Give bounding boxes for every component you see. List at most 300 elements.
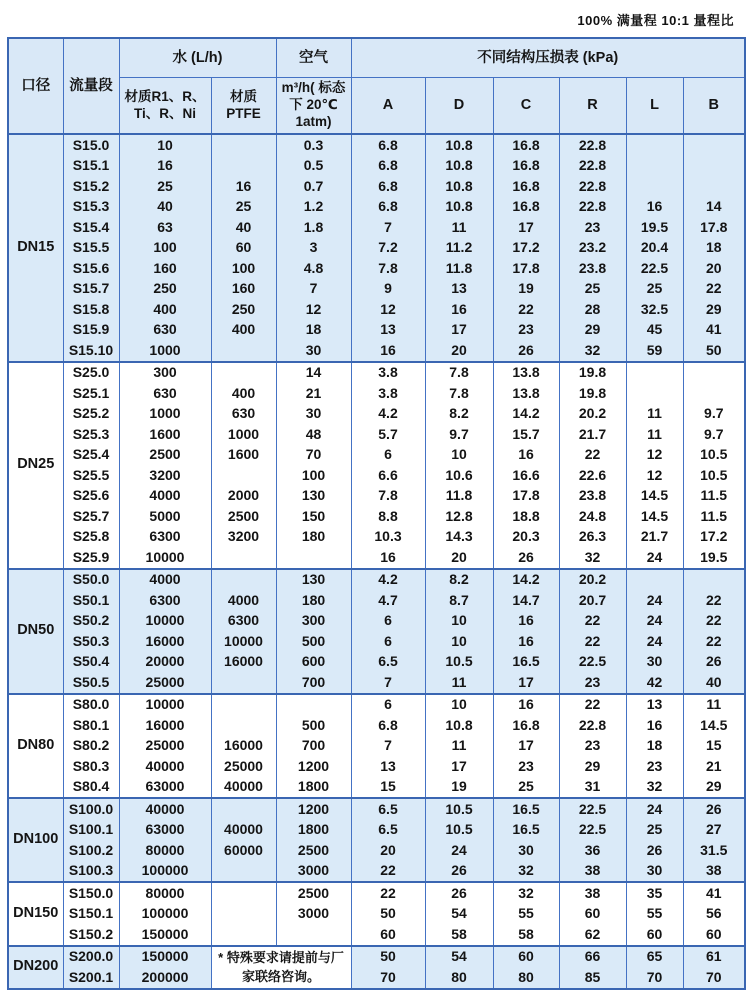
pressure-l-cell: 24 — [626, 590, 683, 611]
flow-cell: S50.4 — [63, 652, 119, 673]
pressure-l-cell: 23 — [626, 756, 683, 777]
pressure-r-cell: 85 — [559, 967, 626, 989]
water-r1-cell: 80000 — [119, 882, 211, 904]
header-flow-segment: 流量段 — [63, 38, 119, 134]
pressure-l-cell: 35 — [626, 882, 683, 904]
flow-cell: S100.2 — [63, 840, 119, 861]
pressure-r-cell: 22 — [559, 611, 626, 632]
flow-cell: S25.4 — [63, 445, 119, 466]
flow-cell: S200.1 — [63, 967, 119, 989]
header-pressure-r: R — [559, 78, 626, 135]
water-ptfe-cell — [211, 547, 276, 569]
pressure-c-cell: 17 — [493, 736, 559, 757]
flow-cell: S80.2 — [63, 736, 119, 757]
pressure-a-cell: 5.7 — [351, 424, 425, 445]
air-cell: 12 — [276, 299, 351, 320]
pressure-r-cell: 22.6 — [559, 465, 626, 486]
pressure-l-cell: 24 — [626, 798, 683, 820]
pressure-l-cell: 32.5 — [626, 299, 683, 320]
pressure-d-cell: 11 — [425, 672, 493, 694]
dn-cell: DN15 — [8, 134, 63, 362]
pressure-b-cell: 29 — [683, 777, 745, 799]
pressure-b-cell: 26 — [683, 798, 745, 820]
pressure-a-cell: 6.8 — [351, 156, 425, 177]
flow-cell: S50.3 — [63, 631, 119, 652]
pressure-r-cell: 23.2 — [559, 238, 626, 259]
air-cell: 700 — [276, 672, 351, 694]
water-ptfe-cell — [211, 694, 276, 716]
pressure-b-cell: 17.2 — [683, 527, 745, 548]
pressure-l-cell — [626, 383, 683, 404]
pressure-d-cell: 11 — [425, 217, 493, 238]
pressure-b-cell: 70 — [683, 967, 745, 989]
table-row — [8, 904, 745, 925]
table-row — [8, 383, 745, 404]
header-pressure-a: A — [351, 78, 425, 135]
water-r1-cell: 63 — [119, 217, 211, 238]
pressure-b-cell: 41 — [683, 882, 745, 904]
pressure-c-cell: 16.5 — [493, 798, 559, 820]
water-ptfe-cell: 40000 — [211, 820, 276, 841]
pressure-a-cell: 3.8 — [351, 383, 425, 404]
pressure-c-cell: 30 — [493, 840, 559, 861]
pressure-a-cell: 22 — [351, 882, 425, 904]
pressure-d-cell: 11 — [425, 736, 493, 757]
water-ptfe-cell — [211, 465, 276, 486]
water-ptfe-cell — [211, 134, 276, 156]
air-cell: 180 — [276, 590, 351, 611]
pressure-l-cell: 14.5 — [626, 506, 683, 527]
pressure-r-cell: 21.7 — [559, 424, 626, 445]
pressure-d-cell: 8.2 — [425, 569, 493, 591]
water-ptfe-cell: 4000 — [211, 590, 276, 611]
water-r1-cell: 25000 — [119, 672, 211, 694]
pressure-b-cell — [683, 134, 745, 156]
air-cell: 500 — [276, 715, 351, 736]
air-cell — [276, 547, 351, 569]
pressure-d-cell: 54 — [425, 946, 493, 968]
pressure-a-cell: 13 — [351, 756, 425, 777]
pressure-r-cell: 38 — [559, 861, 626, 883]
water-ptfe-cell — [211, 882, 276, 904]
pressure-b-cell: 14 — [683, 197, 745, 218]
water-ptfe-cell: 2000 — [211, 486, 276, 507]
special-request-note: * 特殊要求请提前与厂家联络咨询。 — [211, 946, 351, 989]
flow-cell: S25.3 — [63, 424, 119, 445]
pressure-b-cell: 19.5 — [683, 547, 745, 569]
pressure-l-cell: 13 — [626, 694, 683, 716]
water-ptfe-cell — [211, 569, 276, 591]
water-r1-cell: 250 — [119, 279, 211, 300]
pressure-c-cell: 16.6 — [493, 465, 559, 486]
flow-cell: S25.7 — [63, 506, 119, 527]
pressure-b-cell: 31.5 — [683, 840, 745, 861]
water-r1-cell: 400 — [119, 299, 211, 320]
pressure-d-cell: 10 — [425, 694, 493, 716]
water-r1-cell: 6300 — [119, 590, 211, 611]
pressure-d-cell: 11.8 — [425, 486, 493, 507]
pressure-a-cell: 70 — [351, 967, 425, 989]
pressure-l-cell — [626, 569, 683, 591]
spec-table — [7, 37, 746, 990]
pressure-b-cell: 40 — [683, 672, 745, 694]
pressure-b-cell: 29 — [683, 299, 745, 320]
pressure-c-cell: 16.8 — [493, 197, 559, 218]
flow-cell: S25.6 — [63, 486, 119, 507]
air-cell: 2500 — [276, 882, 351, 904]
pressure-l-cell: 60 — [626, 924, 683, 946]
water-r1-cell: 3200 — [119, 465, 211, 486]
water-r1-cell: 4000 — [119, 569, 211, 591]
pressure-r-cell: 29 — [559, 320, 626, 341]
flow-cell: S80.4 — [63, 777, 119, 799]
pressure-r-cell: 62 — [559, 924, 626, 946]
pressure-r-cell: 24.8 — [559, 506, 626, 527]
air-cell: 3000 — [276, 861, 351, 883]
table-header — [8, 38, 745, 134]
pressure-l-cell: 25 — [626, 279, 683, 300]
pressure-a-cell: 50 — [351, 946, 425, 968]
pressure-c-cell: 26 — [493, 340, 559, 362]
pressure-r-cell: 23 — [559, 672, 626, 694]
water-ptfe-cell: 630 — [211, 404, 276, 425]
table-row — [8, 569, 745, 591]
pressure-b-cell: 18 — [683, 238, 745, 259]
table-row — [8, 197, 745, 218]
air-cell: 4.8 — [276, 258, 351, 279]
pressure-b-cell: 21 — [683, 756, 745, 777]
pressure-c-cell: 16 — [493, 631, 559, 652]
pressure-a-cell: 4.7 — [351, 590, 425, 611]
pressure-c-cell: 13.8 — [493, 362, 559, 384]
pressure-r-cell: 38 — [559, 882, 626, 904]
pressure-b-cell: 56 — [683, 904, 745, 925]
water-r1-cell: 25000 — [119, 736, 211, 757]
pressure-r-cell: 22 — [559, 694, 626, 716]
pressure-c-cell: 55 — [493, 904, 559, 925]
table-row — [8, 404, 745, 425]
water-ptfe-cell: 100 — [211, 258, 276, 279]
flow-cell: S50.5 — [63, 672, 119, 694]
air-cell: 1800 — [276, 777, 351, 799]
air-cell: 1200 — [276, 798, 351, 820]
table-row — [8, 631, 745, 652]
pressure-d-cell: 11.8 — [425, 258, 493, 279]
flow-cell: S100.3 — [63, 861, 119, 883]
water-r1-cell: 40000 — [119, 756, 211, 777]
water-ptfe-cell: 250 — [211, 299, 276, 320]
pressure-a-cell: 6.8 — [351, 197, 425, 218]
flow-cell: S15.10 — [63, 340, 119, 362]
air-cell: 600 — [276, 652, 351, 673]
water-ptfe-cell — [211, 156, 276, 177]
pressure-r-cell: 26.3 — [559, 527, 626, 548]
dn-cell: DN80 — [8, 694, 63, 799]
table-row — [8, 465, 745, 486]
group-DN100 — [8, 798, 745, 882]
pressure-r-cell: 22.5 — [559, 798, 626, 820]
air-cell: 0.3 — [276, 134, 351, 156]
pressure-b-cell — [683, 176, 745, 197]
pressure-b-cell: 27 — [683, 820, 745, 841]
pressure-b-cell: 26 — [683, 652, 745, 673]
water-r1-cell: 16000 — [119, 715, 211, 736]
pressure-a-cell: 3.8 — [351, 362, 425, 384]
pressure-d-cell: 20 — [425, 547, 493, 569]
table-row — [8, 946, 745, 968]
pressure-c-cell: 17.8 — [493, 258, 559, 279]
pressure-d-cell: 26 — [425, 882, 493, 904]
pressure-d-cell: 10.8 — [425, 134, 493, 156]
pressure-a-cell: 9 — [351, 279, 425, 300]
table-row — [8, 506, 745, 527]
pressure-l-cell: 42 — [626, 672, 683, 694]
flow-cell: S100.0 — [63, 798, 119, 820]
table-row — [8, 176, 745, 197]
pressure-c-cell: 60 — [493, 946, 559, 968]
pressure-b-cell: 10.5 — [683, 445, 745, 466]
pressure-r-cell: 22 — [559, 445, 626, 466]
pressure-c-cell: 17.8 — [493, 486, 559, 507]
water-r1-cell: 10000 — [119, 694, 211, 716]
table-row — [8, 299, 745, 320]
table-row — [8, 320, 745, 341]
pressure-d-cell: 26 — [425, 861, 493, 883]
pressure-a-cell: 16 — [351, 340, 425, 362]
pressure-r-cell: 29 — [559, 756, 626, 777]
water-r1-cell: 2500 — [119, 445, 211, 466]
pressure-b-cell: 22 — [683, 279, 745, 300]
pressure-a-cell: 6.8 — [351, 176, 425, 197]
table-row — [8, 362, 745, 384]
air-cell: 300 — [276, 611, 351, 632]
water-r1-cell: 4000 — [119, 486, 211, 507]
pressure-d-cell: 17 — [425, 320, 493, 341]
pressure-c-cell: 20.3 — [493, 527, 559, 548]
pressure-b-cell: 11.5 — [683, 506, 745, 527]
water-r1-cell: 10000 — [119, 547, 211, 569]
water-r1-cell: 630 — [119, 320, 211, 341]
air-cell: 130 — [276, 486, 351, 507]
pressure-a-cell: 4.2 — [351, 404, 425, 425]
water-r1-cell: 300 — [119, 362, 211, 384]
pressure-r-cell: 32 — [559, 340, 626, 362]
pressure-r-cell: 66 — [559, 946, 626, 968]
pressure-l-cell: 59 — [626, 340, 683, 362]
pressure-d-cell: 16 — [425, 299, 493, 320]
air-cell: 1800 — [276, 820, 351, 841]
pressure-c-cell: 14.2 — [493, 404, 559, 425]
pressure-r-cell: 22.5 — [559, 652, 626, 673]
header-diameter: 口径 — [8, 38, 63, 134]
pressure-a-cell: 20 — [351, 840, 425, 861]
pressure-b-cell: 50 — [683, 340, 745, 362]
table-row — [8, 590, 745, 611]
pressure-l-cell: 22.5 — [626, 258, 683, 279]
water-r1-cell: 100000 — [119, 904, 211, 925]
pressure-a-cell: 7 — [351, 672, 425, 694]
water-ptfe-cell — [211, 861, 276, 883]
air-cell: 48 — [276, 424, 351, 445]
pressure-r-cell: 20.2 — [559, 569, 626, 591]
pressure-c-cell: 13.8 — [493, 383, 559, 404]
pressure-c-cell: 16 — [493, 445, 559, 466]
water-r1-cell: 40000 — [119, 798, 211, 820]
pressure-d-cell: 54 — [425, 904, 493, 925]
pressure-d-cell: 9.7 — [425, 424, 493, 445]
pressure-d-cell: 58 — [425, 924, 493, 946]
pressure-d-cell: 10.8 — [425, 715, 493, 736]
pressure-d-cell: 10.5 — [425, 820, 493, 841]
pressure-b-cell: 15 — [683, 736, 745, 757]
pressure-d-cell: 7.8 — [425, 383, 493, 404]
group-DN150 — [8, 882, 745, 946]
pressure-l-cell: 24 — [626, 631, 683, 652]
flow-cell: S15.8 — [63, 299, 119, 320]
air-cell: 1.8 — [276, 217, 351, 238]
pressure-l-cell: 30 — [626, 652, 683, 673]
table-row — [8, 238, 745, 259]
pressure-l-cell: 16 — [626, 197, 683, 218]
pressure-a-cell: 6.6 — [351, 465, 425, 486]
air-cell: 30 — [276, 404, 351, 425]
table-row — [8, 527, 745, 548]
pressure-b-cell: 14.5 — [683, 715, 745, 736]
pressure-a-cell: 50 — [351, 904, 425, 925]
flow-cell: S150.0 — [63, 882, 119, 904]
water-ptfe-cell: 1000 — [211, 424, 276, 445]
dn-cell: DN150 — [8, 882, 63, 946]
water-ptfe-cell: 3200 — [211, 527, 276, 548]
dn-cell: DN100 — [8, 798, 63, 882]
table-row — [8, 217, 745, 238]
air-cell: 21 — [276, 383, 351, 404]
pressure-a-cell: 6 — [351, 611, 425, 632]
pressure-c-cell: 32 — [493, 882, 559, 904]
pressure-l-cell: 24 — [626, 547, 683, 569]
pressure-l-cell: 55 — [626, 904, 683, 925]
pressure-d-cell: 19 — [425, 777, 493, 799]
pressure-d-cell: 13 — [425, 279, 493, 300]
pressure-d-cell: 10 — [425, 631, 493, 652]
header-water-group: 水 (L/h) — [119, 38, 276, 78]
water-ptfe-cell: 60 — [211, 238, 276, 259]
table-row — [8, 715, 745, 736]
table-row — [8, 445, 745, 466]
pressure-r-cell: 22 — [559, 631, 626, 652]
air-cell: 18 — [276, 320, 351, 341]
range-note: 100% 满量程 10:1 量程比 — [577, 13, 734, 28]
pressure-l-cell: 12 — [626, 465, 683, 486]
pressure-a-cell: 6 — [351, 694, 425, 716]
pressure-c-cell: 23 — [493, 320, 559, 341]
pressure-b-cell — [683, 383, 745, 404]
pressure-r-cell: 28 — [559, 299, 626, 320]
pressure-b-cell: 17.8 — [683, 217, 745, 238]
pressure-a-cell: 4.2 — [351, 569, 425, 591]
water-ptfe-cell: 16000 — [211, 652, 276, 673]
pressure-b-cell — [683, 156, 745, 177]
pressure-c-cell: 16.8 — [493, 134, 559, 156]
air-cell: 180 — [276, 527, 351, 548]
pressure-l-cell: 19.5 — [626, 217, 683, 238]
pressure-d-cell: 14.3 — [425, 527, 493, 548]
water-ptfe-cell: 40 — [211, 217, 276, 238]
pressure-c-cell: 17.2 — [493, 238, 559, 259]
table-row — [8, 924, 745, 946]
water-r1-cell: 10 — [119, 134, 211, 156]
pressure-d-cell: 10.8 — [425, 197, 493, 218]
air-cell: 30 — [276, 340, 351, 362]
pressure-l-cell: 26 — [626, 840, 683, 861]
air-cell: 100 — [276, 465, 351, 486]
header-pressure-b: B — [683, 78, 745, 135]
pressure-d-cell: 17 — [425, 756, 493, 777]
header-water-ptfe: 材质 PTFE — [211, 78, 276, 135]
dn-cell: DN50 — [8, 569, 63, 694]
flow-cell: S15.5 — [63, 238, 119, 259]
pressure-c-cell: 18.8 — [493, 506, 559, 527]
air-cell: 0.7 — [276, 176, 351, 197]
air-cell: 70 — [276, 445, 351, 466]
pressure-a-cell: 7 — [351, 217, 425, 238]
pressure-d-cell: 10.5 — [425, 798, 493, 820]
air-cell: 500 — [276, 631, 351, 652]
water-ptfe-cell: 16 — [211, 176, 276, 197]
flow-cell: S25.9 — [63, 547, 119, 569]
pressure-r-cell: 19.8 — [559, 362, 626, 384]
pressure-l-cell — [626, 134, 683, 156]
header-air-sub: m³/h( 标态下 20℃ 1atm) — [276, 78, 351, 135]
pressure-l-cell: 11 — [626, 404, 683, 425]
table-row — [8, 424, 745, 445]
pressure-r-cell: 31 — [559, 777, 626, 799]
pressure-l-cell: 32 — [626, 777, 683, 799]
header-air: 空气 — [276, 38, 351, 78]
flow-cell: S15.0 — [63, 134, 119, 156]
pressure-a-cell: 6.8 — [351, 134, 425, 156]
flow-cell: S80.3 — [63, 756, 119, 777]
pressure-l-cell: 16 — [626, 715, 683, 736]
pressure-a-cell: 6.5 — [351, 652, 425, 673]
pressure-l-cell: 30 — [626, 861, 683, 883]
pressure-c-cell: 16.8 — [493, 715, 559, 736]
pressure-c-cell: 23 — [493, 756, 559, 777]
water-r1-cell: 100 — [119, 238, 211, 259]
water-r1-cell: 16000 — [119, 631, 211, 652]
pressure-c-cell: 80 — [493, 967, 559, 989]
water-ptfe-cell: 400 — [211, 320, 276, 341]
pressure-r-cell: 22.8 — [559, 134, 626, 156]
pressure-d-cell: 10.5 — [425, 652, 493, 673]
air-cell: 150 — [276, 506, 351, 527]
pressure-r-cell: 20.7 — [559, 590, 626, 611]
header-pressure-d: D — [425, 78, 493, 135]
pressure-r-cell: 22.8 — [559, 156, 626, 177]
water-ptfe-cell: 25 — [211, 197, 276, 218]
water-ptfe-cell: 160 — [211, 279, 276, 300]
pressure-a-cell: 6.8 — [351, 715, 425, 736]
pressure-a-cell: 6.5 — [351, 798, 425, 820]
water-r1-cell: 10000 — [119, 611, 211, 632]
pressure-c-cell: 16 — [493, 694, 559, 716]
pressure-b-cell: 60 — [683, 924, 745, 946]
dn-cell: DN200 — [8, 946, 63, 989]
pressure-d-cell: 10 — [425, 445, 493, 466]
pressure-b-cell: 9.7 — [683, 424, 745, 445]
air-cell: 1.2 — [276, 197, 351, 218]
pressure-c-cell: 32 — [493, 861, 559, 883]
